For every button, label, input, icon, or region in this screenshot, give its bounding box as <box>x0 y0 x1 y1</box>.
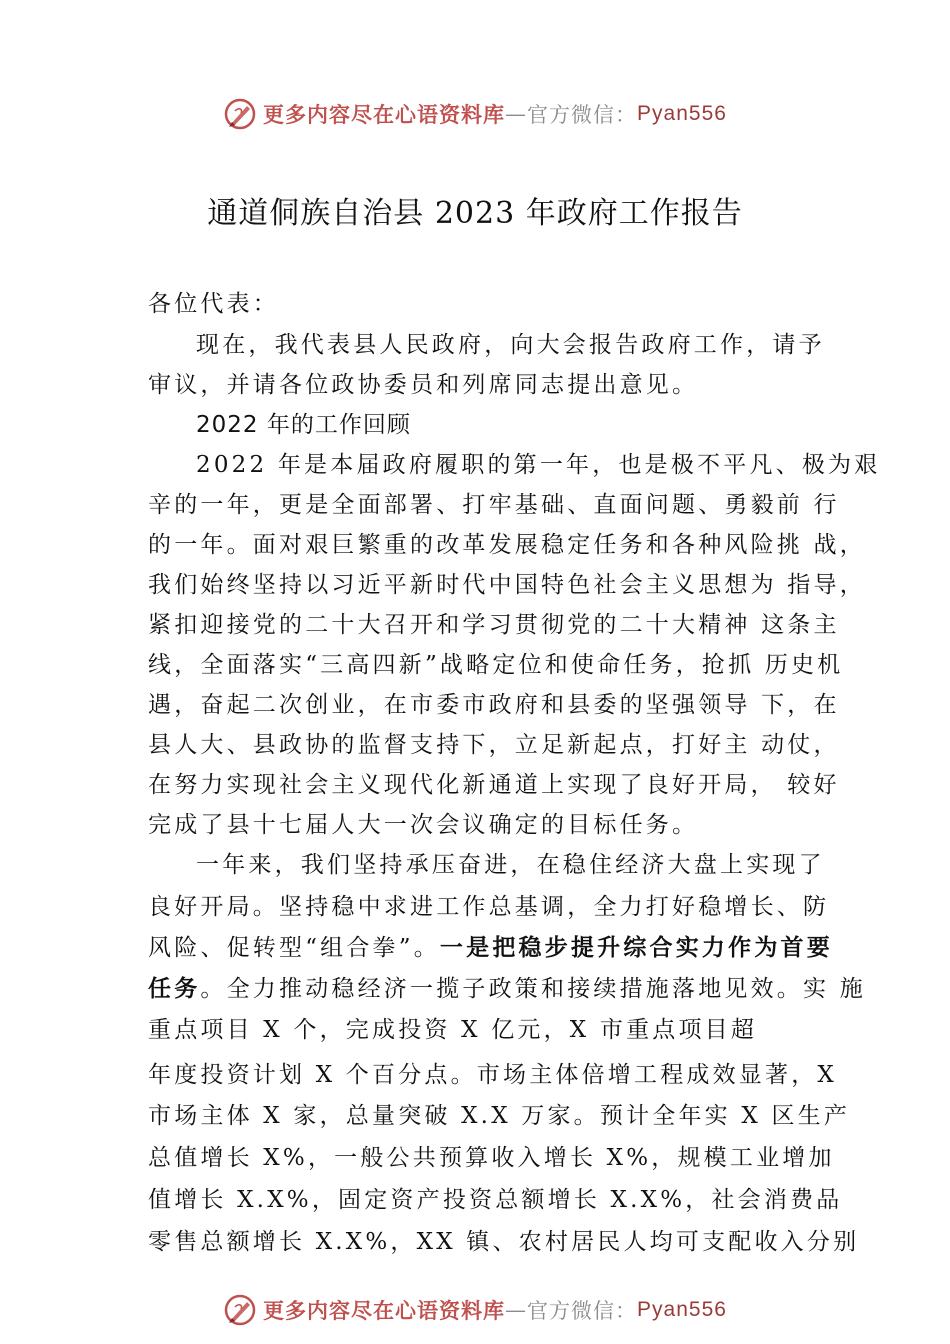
paragraph-line: 值增长 X.X%，固定资产投资总额增长 X.X%，社会消费品 <box>148 1187 843 1213</box>
paragraph-line: 紧扣迎接党的二十大召开和学习贯彻党的二十大精神 这条主 <box>148 612 840 638</box>
paragraph-line: 的一年。面对艰巨繁重的改革发展稳定任务和各种风险挑 战， <box>148 532 866 558</box>
watermark-banner-top <box>0 94 950 134</box>
paragraph-text: 风险、促转型“组合拳”。 <box>148 935 440 961</box>
paragraph-line: 县人大、县政协的监督支持下，立足新起点，打好主 动仗， <box>148 732 840 758</box>
salutation: 各位代表： <box>148 291 279 317</box>
paragraph-line: 在努力实现社会主义现代化新通道上实现了良好开局， 较好 <box>148 772 840 798</box>
paragraph-line: 零售总额增长 X.X%，XX 镇、农村居民人均可支配收入分别 <box>148 1229 860 1255</box>
document-title: 通道侗族自治县 2023 年政府工作报告 <box>207 196 743 231</box>
watermark-wechat-id: Pyan556 <box>637 102 727 125</box>
paragraph-line: 2022 年是本届政府履职的第一年，也是极不平凡、极为艰 <box>196 452 881 478</box>
pen-logo-icon <box>223 1293 257 1327</box>
paragraph-line: 重点项目 X 个，完成投资 X 亿元，X 市重点项目超 <box>148 1017 758 1043</box>
paragraph-line: 我们始终坚持以习近平新时代中国特色社会主义思想为 指导， <box>148 572 866 598</box>
paragraph-line: 总值增长 X%，一般公共预算收入增长 X%，规模工业增加 <box>148 1145 835 1171</box>
watermark-wechat-id: Pyan556 <box>637 1298 727 1321</box>
watermark-wechat-label: 官方微信： <box>527 103 638 127</box>
paragraph-line: 遇，奋起二次创业，在市委市政府和县委的坚强领导 下，在 <box>148 692 840 718</box>
paragraph-line: 市场主体 X 家，总量突破 X.X 万家。预计全年实 X 区生产 <box>148 1103 851 1129</box>
watermark-banner-bottom <box>0 1290 950 1330</box>
paragraph-line: 年度投资计划 X 个百分点。市场主体倍增工程成效显著，X <box>148 1062 837 1088</box>
bold-emphasis: 任务 <box>148 975 201 1002</box>
paragraph-line: 完成了县十七届人大一次会议确定的目标任务。 <box>148 812 699 838</box>
paragraph-line: 审议，并请各位政协委员和列席同志提出意见。 <box>148 372 699 398</box>
paragraph-line <box>148 970 866 1003</box>
section-heading: 2022 年的工作回顾 <box>196 412 411 438</box>
watermark-dash: — <box>505 102 528 126</box>
paragraph-line: 一年来，我们坚持承压奋进，在稳住经济大盘上实现了 <box>196 852 825 878</box>
paragraph-text: 。全力推动稳经济一揽子政策和接续措施落地见效。实 施 <box>200 976 866 1002</box>
paragraph-line: 辛的一年，更是全面部署、打牢基础、直面问题、勇毅前 行 <box>148 492 840 518</box>
bold-emphasis: 一是把稳步提升综合实力作为首要 <box>439 934 833 961</box>
paragraph-line: 良好开局。坚持稳中求进工作总基调，全力打好稳增长、防 <box>148 894 830 920</box>
watermark-text: 更多内容尽在心语资料库 <box>263 1298 506 1323</box>
pen-logo-icon <box>223 97 257 131</box>
paragraph-line: 现在，我代表县人民政府，向大会报告政府工作，请予 <box>196 332 825 358</box>
watermark-dash: — <box>505 1298 528 1322</box>
paragraph-line <box>148 929 833 962</box>
watermark-wechat-label: 官方微信： <box>527 1299 638 1323</box>
watermark-text: 更多内容尽在心语资料库 <box>263 102 506 127</box>
paragraph-line: 线，全面落实“三高四新”战略定位和使命任务，抢抓 历史机 <box>148 652 844 678</box>
